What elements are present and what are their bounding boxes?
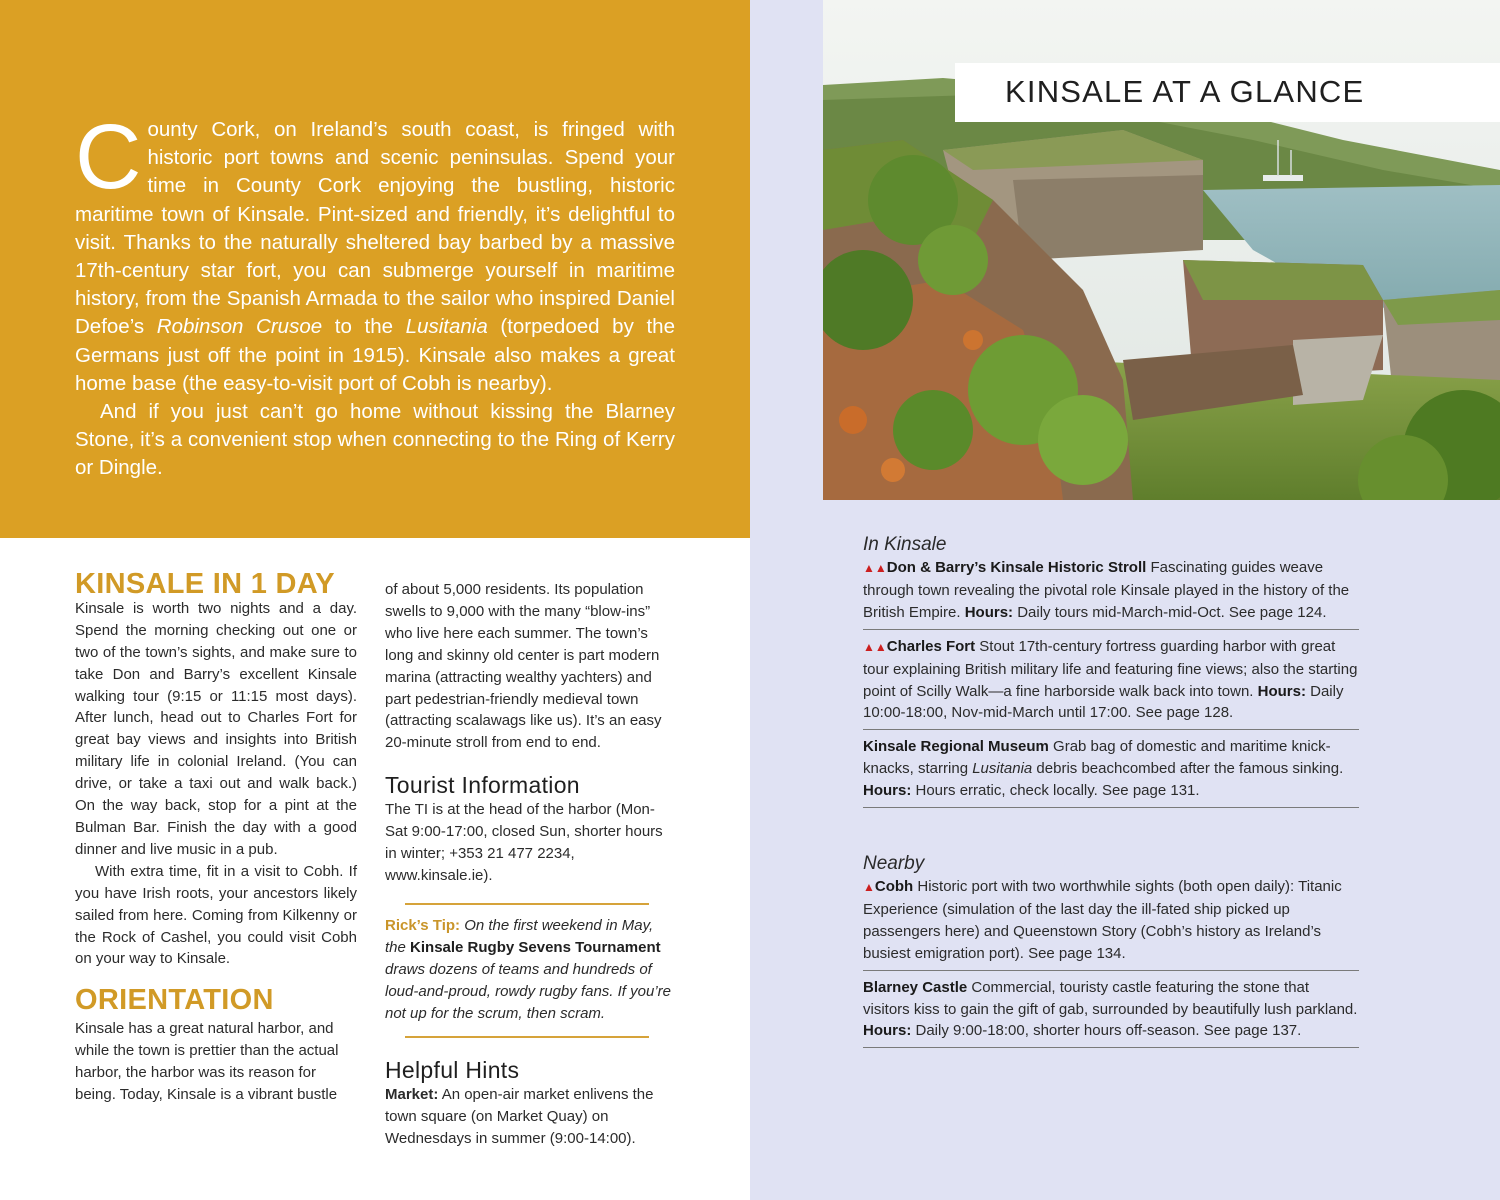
tourist-information-paragraph: The TI is at the head of the harbor (Mon-Sat 9:00-17:00, closed Sun, shorter hours in winter; +353 21 477 2234, www.kinsale.ie). [385,801,663,884]
nearby-heading: Nearby [863,853,925,874]
sight-don-barrys-stroll [863,557,1359,630]
two-triangle-rating-icon: ▲▲ [863,561,887,575]
orientation-heading: ORIENTATION [75,984,274,1017]
left-column-1 [75,568,357,1106]
hours-label: Hours: [1257,682,1306,700]
sight-hours: Daily 10:00-18:00, Nov-mid-March until 17:00. See page 128. [863,682,1344,722]
market-text: An open-air market enlivens the town square (on Market Quay) on Wednesdays in summer (9:00-14:00). [385,1085,654,1147]
population-paragraph: of about 5,000 residents. Its population swells to 9,000 with the many “blow-ins” who live here each summer. The town’s long and skinny old center is part modern marina (attracting wealthy yachters) and part pedestrian-friendly medieval town (attracting scalawags like us). It’s an easy 20-minute stroll from end to end. [385,581,662,752]
triangle-rating-icon: ▲ [863,880,875,894]
sight-desc: debris beachcombed after the famous sinking. [1032,760,1344,778]
drop-cap: C [75,106,142,208]
tourist-information-heading: Tourist Information [385,772,580,799]
sight-name: Blarney Castle [863,978,968,996]
intro-paragraph-2: And if you just can’t go home without kissing the Blarney Stone, it’s a convenient stop when connecting to the Ring of Kerry or Dingle. [75,400,675,480]
sight-name: Don & Barry’s Kinsale Historic Stroll [886,559,1147,576]
ricks-tip [385,915,677,1025]
sight-desc-italic: Lusitania [972,760,1033,778]
tip-bottom-rule [405,1036,649,1038]
ricks-tip-label: Rick’s Tip: [385,916,461,934]
sight-desc: Historic port with two worthwhile sights (both open daily): Titanic Experience (simulation of the last day the ill-fated ship picked up passengers here) and Queenstown Story (Cobh’s history as Ireland’s busiest emigration port). See page 134. [863,878,1342,962]
intro-text-part: to the [322,315,406,339]
sight-desc: Stout 17th-century fortress guarding harbor with great tour explaining British military life and featuring fine views; also the starting point of Scilly Walk—a fine harborside walk back into town. [863,637,1358,700]
sight-name: Kinsale Regional Museum [863,738,1049,756]
kinsale-1-day-heading: KINSALE IN 1 DAY [75,568,335,600]
sight-desc: Grab bag of domestic and maritime knick-knacks, starring [863,738,1331,778]
ricks-tip-text: On the first weekend in May, the [385,916,654,956]
sight-charles-fort [863,636,1359,731]
sight-cobh [863,876,1359,971]
intro-text-part: (torpedoed by the Germans just off the point in 1915). Kinsale also makes a great home base (the easy-to-visit port of Cobh is nearby). [75,315,675,395]
sight-name: Charles Fort [886,637,976,655]
sight-desc: Commercial, touristy castle featuring the stone that visitors kiss to gain the gift of gab, surrounded by beautifully lush parkland. [863,978,1358,1018]
sight-hours: Hours erratic, check locally. See page 131. [911,782,1200,800]
hours-label: Hours: [863,782,912,800]
day-paragraph-2: With extra time, fit in a visit to Cobh. If you have Irish roots, your ancestors likely sailed from here. Coming from Kilkenny or the Rock of Cashel, you could visit Cobh on your way to Kinsale. [75,862,357,968]
market-label: Market: [385,1085,439,1103]
ricks-tip-text: draws dozens of teams and hundreds of loud-and-proud, rowdy rugby fans. If you’re not up for the scrum, then scram. [385,960,671,1022]
nearby-list [863,852,1359,1054]
sight-name: Cobh [874,878,914,895]
glance-title: KINSALE AT A GLANCE [1005,74,1365,109]
sight-kinsale-museum [863,736,1359,808]
intro-text [75,106,675,483]
in-kinsale-heading: In Kinsale [863,534,947,555]
left-column-2 [385,579,677,1150]
intro-paragraph-1 [75,106,675,398]
in-kinsale-list [863,533,1359,814]
sight-blarney-castle [863,977,1359,1049]
helpful-hints-heading: Helpful Hints [385,1056,520,1083]
ship-name-lusitania: Lusitania [405,315,488,339]
day-paragraph-1: Kinsale is worth two nights and a day. Spend the morning checking out one or two of the town’s sights, and make sure to take Don and Barry’s excellent Kinsale walking tour (9:15 or 11:15 most days). After lunch, head out to Charles Fort for great bay views and insights into British military life in colonial Ireland. (You can drive, or take a taxi out and walk back.) On the way back, stop for a pint at the Bulman Bar. Finish the day with a good dinner and live music in a pub. [75,599,357,858]
hours-label: Hours: [964,603,1014,621]
sight-desc: Fascinating guides weave through town revealing the pivotal role Kinsale played in the history of the British Empire. [863,559,1350,621]
sight-hours: Daily tours mid-March-mid-Oct. See page 124. [1013,603,1327,621]
market-paragraph [385,1084,677,1150]
hours-label: Hours: [863,1022,912,1040]
ricks-tip-event: Kinsale Rugby Sevens Tournament [410,938,661,956]
tip-top-rule [405,903,649,905]
intro-text-part: ounty Cork, on Ireland’s south coast, is fringed with historic port towns and scenic peninsulas. Spend your time in County Cork enjoying the bustling, historic maritime town of Kinsale. Pint-sized and friendly, it’s delightful to visit. Thanks to the naturally sheltered bay barbed by a massive 17th-century star fort, you can submerge yourself in maritime history, from the Spanish Armada to the sailor who inspired Daniel Defoe’s [75,118,675,339]
two-triangle-rating-icon: ▲▲ [863,639,887,654]
sight-hours: Daily 9:00-18:00, shorter hours off-season. See page 137. [911,1022,1302,1040]
book-title-robinson-crusoe: Robinson Crusoe [156,315,323,339]
orientation-paragraph: Kinsale has a great natural harbor, and while the town is prettier than the actual harbor, the harbor was its reason for being. Today, Kinsale is a vibrant bustle [75,1020,339,1103]
